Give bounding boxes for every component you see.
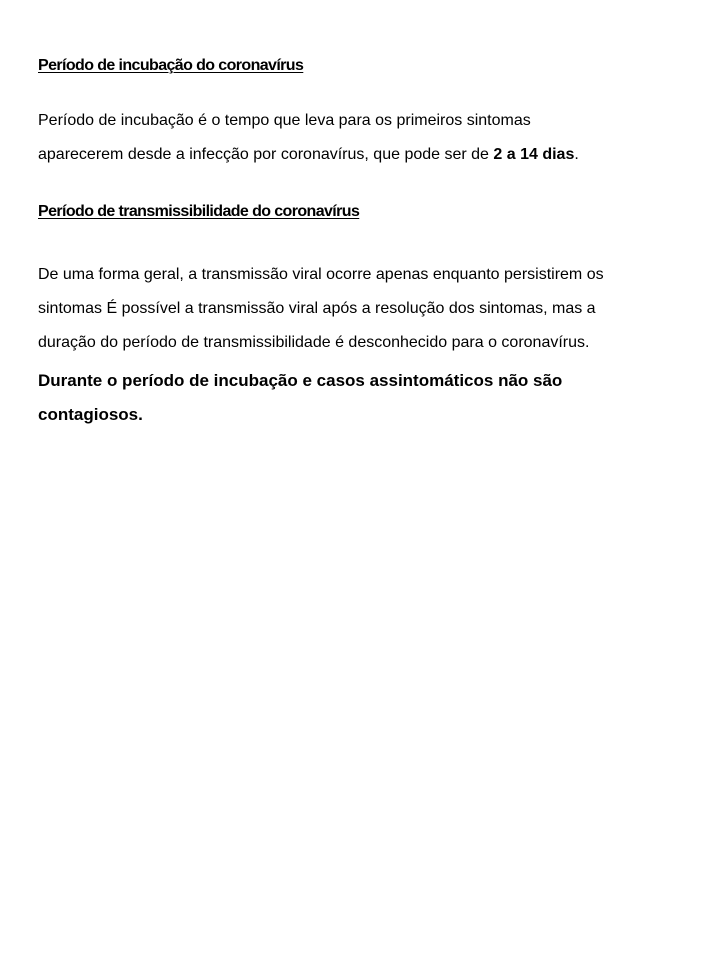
heading-transmissibility-period: Período de transmissibilidade do coronavírus (38, 203, 360, 220)
paragraph-incubation (38, 104, 688, 172)
bold-note-line-2: contagiosos. (38, 405, 143, 424)
incubation-days-highlight: 2 a 14 dias (493, 146, 575, 163)
paragraph-transmission (38, 258, 688, 360)
paragraph-incubation-line-2-end: . (574, 146, 579, 163)
paragraph-incubation-line-2 (38, 138, 688, 172)
bold-note-line-1: Durante o período de incubação e casos assintomáticos não são (38, 371, 563, 390)
paragraph-transmission-line-2: sintomas É possível a transmissão viral após a resolução dos sintomas, mas a (38, 300, 596, 317)
heading-incubation-period: Período de incubação do coronavírus (38, 57, 304, 74)
paragraph-incubation-line-2-text: aparecerem desde a infecção por coronavírus, que pode ser de (38, 146, 494, 163)
paragraph-transmission-line-1: De uma forma geral, a transmissão viral ocorre apenas enquanto persistirem os (38, 266, 604, 283)
paragraph-incubation-line-1: Período de incubação é o tempo que leva para os primeiros sintomas (38, 112, 531, 129)
bold-note (38, 364, 688, 432)
paragraph-transmission-line-3: duração do período de transmissibilidade é desconhecido para o coronavírus. (38, 334, 590, 351)
